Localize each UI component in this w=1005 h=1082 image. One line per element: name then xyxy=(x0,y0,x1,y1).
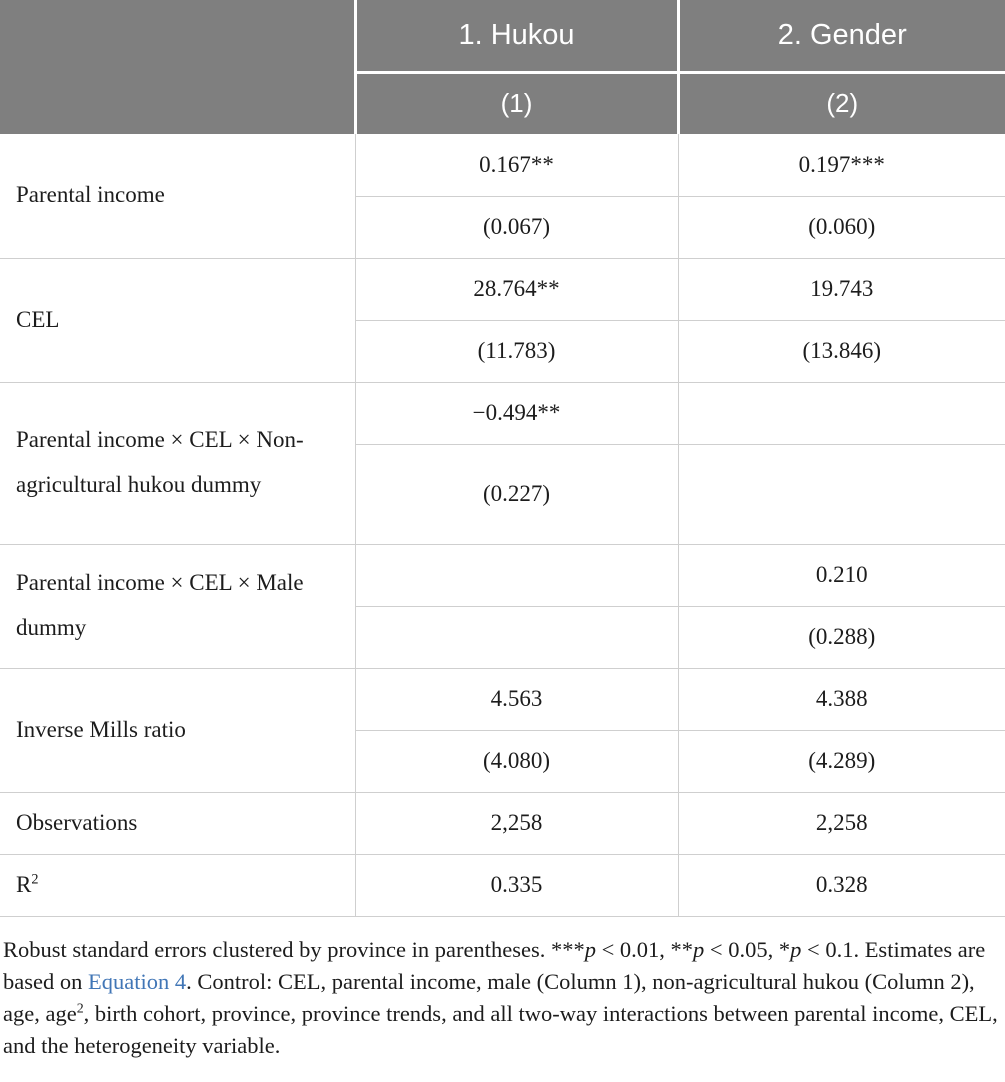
table-cell: 2,258 xyxy=(678,792,1005,854)
table-row xyxy=(0,258,1005,320)
row-label: Parental income xyxy=(0,134,355,258)
table-cell: 0.167** xyxy=(355,134,678,196)
column-group-hukou: 1. Hukou xyxy=(355,0,678,72)
table-header xyxy=(0,0,1005,134)
table-cell xyxy=(678,444,1005,544)
table-cell: (0.067) xyxy=(355,196,678,258)
row-label: Observations xyxy=(0,792,355,854)
table-row xyxy=(0,544,1005,606)
column-group-gender: 2. Gender xyxy=(678,0,1005,72)
table-cell xyxy=(355,606,678,668)
table-cell xyxy=(355,544,678,606)
footnote-text: < 0.05, * xyxy=(704,936,791,962)
table-cell xyxy=(678,382,1005,444)
table-cell: (4.289) xyxy=(678,730,1005,792)
table-row xyxy=(0,668,1005,730)
column-number-2: (2) xyxy=(678,72,1005,134)
table-cell: (0.060) xyxy=(678,196,1005,258)
header-group-row xyxy=(0,0,1005,72)
row-label: Parental income × CEL × Male dummy xyxy=(0,544,355,668)
table-row xyxy=(0,792,1005,854)
table-cell: −0.494** xyxy=(355,382,678,444)
row-label: Parental income × CEL × Non-agricultural hukou dummy xyxy=(0,382,355,544)
table-cell: 28.764** xyxy=(355,258,678,320)
table-cell: 4.388 xyxy=(678,668,1005,730)
table-cell: 0.335 xyxy=(355,854,678,916)
footnote xyxy=(0,917,1005,1075)
table-cell: (11.783) xyxy=(355,320,678,382)
footnote-text: < 0.01, ** xyxy=(595,936,694,962)
table-row xyxy=(0,382,1005,444)
table-cell: (0.227) xyxy=(355,444,678,544)
footnote-text: Robust standard errors clustered by province in parentheses. *** xyxy=(3,936,585,962)
footnote-italic-p: p xyxy=(693,936,705,962)
table-cell: 0.197*** xyxy=(678,134,1005,196)
row-label: Inverse Mills ratio xyxy=(0,668,355,792)
table-cell: 4.563 xyxy=(355,668,678,730)
footnote-text: < 0.1. Estimates are based on xyxy=(3,936,986,994)
row-label: $R^2$ xyxy=(0,854,355,916)
table-cell: (4.080) xyxy=(355,730,678,792)
footnote-text: , birth cohort, province, province trends, and all two-way interactions between parental income, CEL, and the heterogeneity variable. xyxy=(3,1000,998,1059)
table-row xyxy=(0,854,1005,916)
table-cell: 0.328 xyxy=(678,854,1005,916)
table-cell: (13.846) xyxy=(678,320,1005,382)
equation-4-link[interactable]: Equation 4 xyxy=(87,968,187,994)
table-cell: 0.210 xyxy=(678,544,1005,606)
footnote-italic-p: p xyxy=(790,936,802,962)
label-superscript: 2 xyxy=(31,870,39,887)
table-cell: (0.288) xyxy=(678,606,1005,668)
footnote-italic-p: p xyxy=(584,936,596,962)
table-row xyxy=(0,134,1005,196)
table-cell: 2,258 xyxy=(355,792,678,854)
table-cell: 19.743 xyxy=(678,258,1005,320)
footnote-text: . Control: CEL, parental income, male (Column 1), non-agricultural hukou (Column 2), age, age xyxy=(3,968,975,1026)
corner-cell xyxy=(0,0,355,134)
column-number-1: (1) xyxy=(355,72,678,134)
footnote-superscript: 2 xyxy=(76,1001,84,1017)
row-label: CEL xyxy=(0,258,355,382)
table-body xyxy=(0,134,1005,916)
